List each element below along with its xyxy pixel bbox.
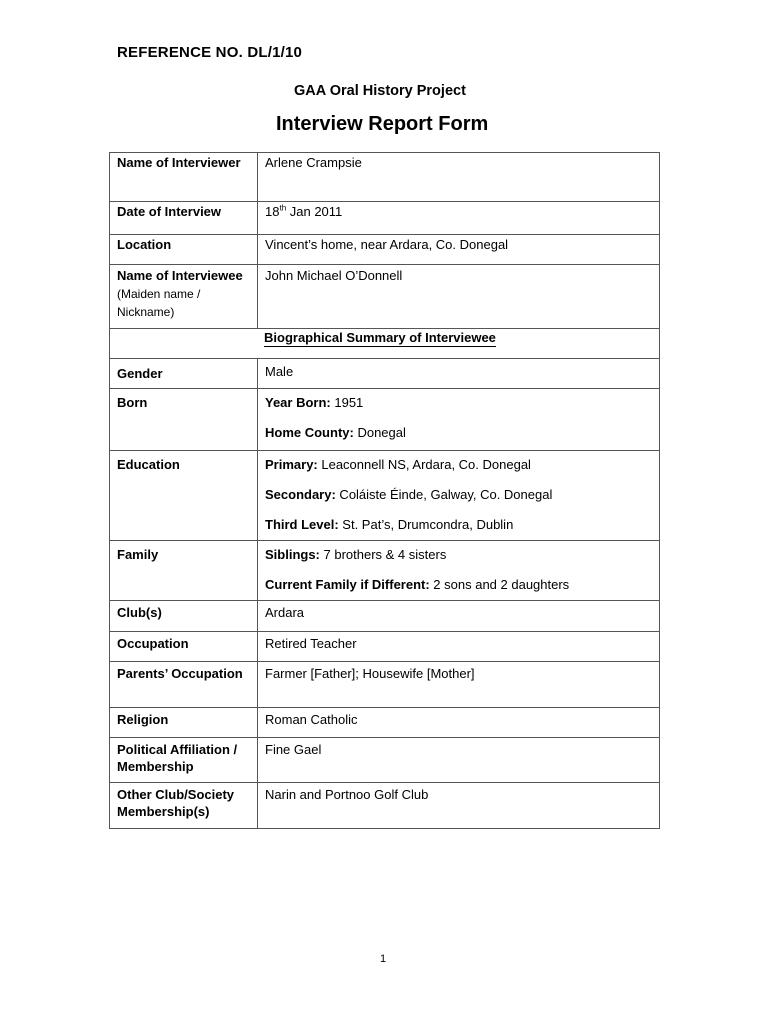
- date-day: 18: [265, 204, 280, 219]
- political-label: Political Affiliation / Membership: [110, 738, 258, 783]
- clubs-value: Ardara: [258, 601, 660, 632]
- secondary-value: Coláiste Éinde, Galway, Co. Donegal: [335, 487, 553, 502]
- secondary-line: [265, 486, 653, 503]
- current-family-label: Current Family if Different:: [265, 577, 430, 592]
- reference-number: REFERENCE NO. DL/1/10: [117, 44, 303, 61]
- row-interviewer: [110, 153, 660, 202]
- secondary-label: Secondary:: [265, 487, 336, 502]
- row-parents-occupation: [110, 662, 660, 708]
- row-occupation: [110, 632, 660, 662]
- date-label: Date of Interview: [110, 202, 258, 235]
- row-born: [110, 389, 660, 451]
- date-suffix: th: [279, 203, 287, 213]
- row-location: [110, 235, 660, 265]
- date-rest: Jan 2011: [286, 204, 343, 219]
- home-county-line: [265, 424, 653, 441]
- location-label: Location: [110, 235, 258, 265]
- parents-occupation-value: Farmer [Father]; Housewife [Mother]: [258, 662, 660, 708]
- current-family-value: 2 sons and 2 daughters: [429, 577, 570, 592]
- row-political: [110, 738, 660, 783]
- religion-value: Roman Catholic: [258, 708, 660, 738]
- occupation-value: Retired Teacher: [258, 632, 660, 662]
- family-label: Family: [110, 541, 258, 601]
- education-value: [258, 451, 660, 541]
- gender-value: Male: [258, 359, 660, 389]
- year-born-line: [265, 394, 653, 411]
- row-date: [110, 202, 660, 235]
- primary-line: [265, 456, 653, 473]
- family-value: [258, 541, 660, 601]
- born-label: Born: [110, 389, 258, 451]
- third-level-value: St. Pat’s, Drumcondra, Dublin: [338, 517, 514, 532]
- home-county-label: Home County:: [265, 425, 354, 440]
- other-club-value: Narin and Portnoo Golf Club: [258, 783, 660, 829]
- gender-label: Gender: [110, 359, 258, 389]
- current-family-line: [265, 576, 653, 593]
- biography-section-title: [110, 329, 660, 359]
- primary-label: Primary:: [265, 457, 318, 472]
- row-family: [110, 541, 660, 601]
- siblings-value: 7 brothers & 4 sisters: [319, 547, 447, 562]
- clubs-label: Club(s): [110, 601, 258, 632]
- row-clubs: [110, 601, 660, 632]
- page-number: 1: [380, 953, 387, 965]
- interviewee-value: John Michael O’Donnell: [258, 265, 660, 329]
- born-value: [258, 389, 660, 451]
- location-value: Vincent’s home, near Ardara, Co. Donegal: [258, 235, 660, 265]
- third-level-line: [265, 516, 653, 533]
- siblings-line: [265, 546, 653, 563]
- occupation-label: Occupation: [110, 632, 258, 662]
- row-section-title: [110, 329, 660, 359]
- interviewer-label: Name of Interviewer: [110, 153, 258, 202]
- interview-report-table: [109, 152, 660, 829]
- date-value: [258, 202, 660, 235]
- home-county-value: Donegal: [353, 425, 406, 440]
- political-value: Fine Gael: [258, 738, 660, 783]
- row-religion: [110, 708, 660, 738]
- third-level-label: Third Level:: [265, 517, 339, 532]
- row-interviewee: [110, 265, 660, 329]
- row-other-club: [110, 783, 660, 829]
- siblings-label: Siblings:: [265, 547, 320, 562]
- interviewee-label: [110, 265, 258, 329]
- education-label: Education: [110, 451, 258, 541]
- interviewee-label-note: (Maiden name / Nickname): [117, 287, 201, 319]
- biography-section-title-text: Biographical Summary of Interviewee: [264, 330, 496, 345]
- other-club-label: Other Club/Society Membership(s): [110, 783, 258, 829]
- interviewee-label-text: Name of Interviewee: [117, 268, 243, 283]
- form-title: Interview Report Form: [276, 113, 489, 135]
- interviewer-value: Arlene Crampsie: [258, 153, 660, 202]
- parents-occupation-label: Parents’ Occupation: [110, 662, 258, 708]
- project-title: GAA Oral History Project: [294, 83, 466, 99]
- religion-label: Religion: [110, 708, 258, 738]
- row-gender: [110, 359, 660, 389]
- year-born-label: Year Born:: [265, 395, 331, 410]
- year-born-value: 1951: [330, 395, 364, 410]
- primary-value: Leaconnell NS, Ardara, Co. Donegal: [317, 457, 531, 472]
- row-education: [110, 451, 660, 541]
